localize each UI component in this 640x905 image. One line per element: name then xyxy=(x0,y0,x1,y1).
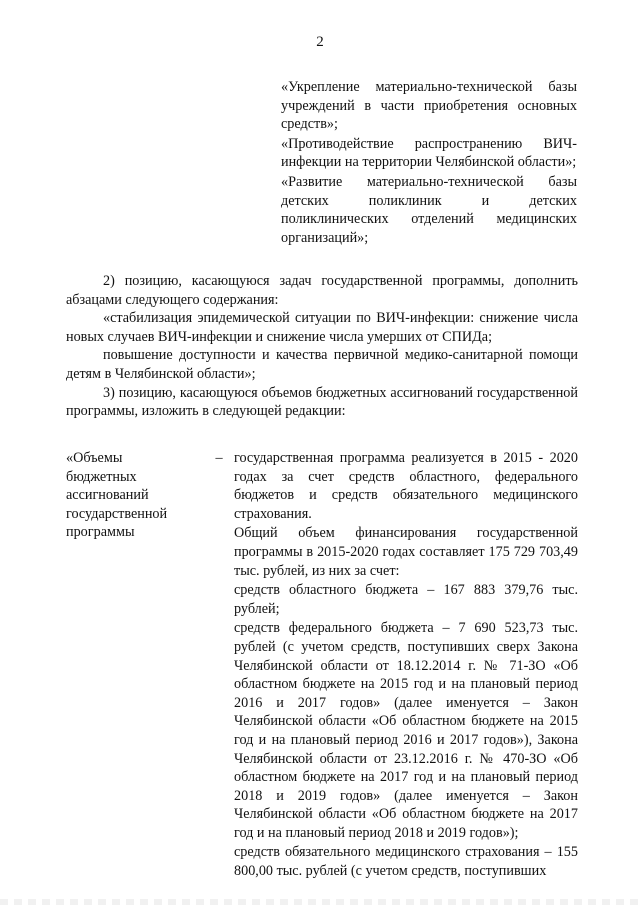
label-line: программы xyxy=(66,524,135,541)
value-paragraph: средств областного бюджета – 167 883 379,76 тыс. рублей; xyxy=(234,582,578,617)
table-dash: – xyxy=(215,450,223,466)
value-paragraph: средств обязательного медицинского страхования – 155 800,00 тыс. рублей (с учетом средств, поступивших xyxy=(234,844,578,880)
scan-edge xyxy=(0,899,640,905)
indicator-item: «Укрепление материально-технической базы учреждений в части приобретения основных средств»; xyxy=(281,79,577,133)
table-label-cell xyxy=(66,449,204,882)
value-paragraph: средств федерального бюджета – 7 690 523,73 тыс. рублей (с учетом средств, поступивших сверх Закона Челябинской области от 18.12.2014 г. № 71-ЗО «Об областном бюджете на 2015 год и на плановый период 2016 и 2017 годов» (далее именуется – Закон Челябинской области «Об областном бюджете на 2015 год и на плановый период 2016 и 2017 годов»), Закона Челябинской области от 23.12.2016 г. № 470-ЗО «Об областном бюджете на 2017 год и на плановый период 2018 и 2019 годов» (далее именуется – Закон Челябинской области «Об областном бюджете на 2017 год и на плановый период 2018 и 2019 годов»); xyxy=(234,620,578,841)
paragraph: повышение доступности и качества первичной медико-санитарной помощи детям в Челябинской области»; xyxy=(66,347,578,382)
indicator-item: «Противодействие распространению ВИЧ-инфекции на территории Челябинской области»; xyxy=(281,135,577,171)
budget-table xyxy=(66,449,578,882)
table-value-cell xyxy=(234,449,578,882)
label-line: бюджетных xyxy=(66,468,137,485)
body-text xyxy=(66,272,578,421)
paragraph: 3) позицию, касающуюся объемов бюджетных ассигнований государственной программы, изложить в следующей редакции: xyxy=(66,384,578,420)
indicator-item: «Развитие материально-технической базы детских поликлиник и детских поликлинических отделений медицинских организаций»; xyxy=(281,173,577,246)
label-line: «Объемы xyxy=(66,450,123,466)
paragraph: «стабилизация эпидемической ситуации по ВИЧ-инфекции: снижение числа новых случаев ВИЧ-инфекции и снижение числа умерших от СПИДа; xyxy=(66,310,578,345)
value-paragraph: государственная программа реализуется в 2015 - 2020 годах за счет средств областного, федерального бюджетов и средств обязательного медицинского страхования. xyxy=(234,450,578,522)
paragraph: 2) позицию, касающуюся задач государственной программы, дополнить абзацами следующего содержания: xyxy=(66,273,578,308)
value-paragraph: Общий объем финансирования государственной программы в 2015-2020 годах составляет 175 729 703,49 тыс. рублей, из них за счет: xyxy=(234,525,578,579)
indicator-list xyxy=(281,78,577,248)
label-line: государственной xyxy=(66,505,168,522)
page-number: 2 xyxy=(316,34,324,50)
label-line: ассигнований xyxy=(66,487,149,504)
